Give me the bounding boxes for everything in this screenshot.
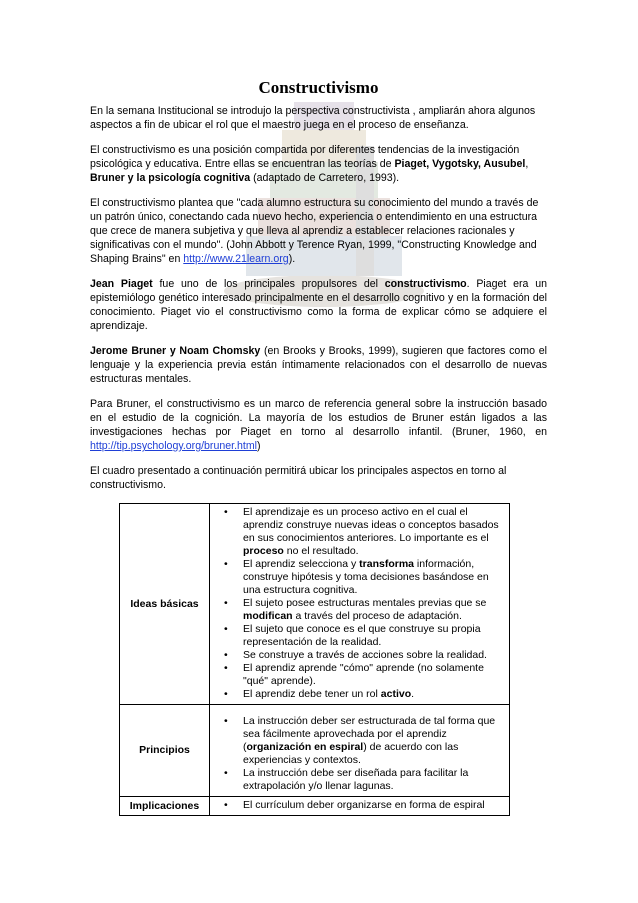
- paragraph-text: fue uno de los principales propulsores del: [152, 278, 385, 290]
- list-item-text: Se construye a través de acciones sobre la realidad.: [243, 649, 487, 661]
- document-body: [90, 78, 547, 503]
- list-item-text: El currículum deber organizarse en forma de espiral: [243, 799, 485, 811]
- list-item: [214, 558, 503, 597]
- list-item-text: El aprendiz selecciona y: [243, 558, 360, 570]
- table-row: [120, 705, 510, 797]
- bullet-list: [214, 799, 503, 812]
- list-item: [214, 597, 503, 623]
- list-item-text: El aprendiz aprende "cómo" aprende (no solamente "qué" aprende).: [243, 662, 484, 687]
- list-item-text: ) de acuerdo con las experiencias y contextos.: [243, 741, 459, 766]
- list-item: [214, 506, 503, 558]
- paragraph-constructivism-position: [90, 143, 547, 185]
- paragraph-text: . Piaget era un epistemiólogo genético interesado principalmente en el desarrollo cognitivo y en la formación del conocimiento. Piaget vio el constructivismo como la forma de explicar cómo se adquiere el aprendizaje.: [90, 278, 548, 332]
- row-header-principios: Principios: [120, 705, 210, 797]
- list-item-text: a través del proceso de adaptación.: [292, 610, 462, 622]
- table-row: [120, 504, 510, 705]
- constructivism-summary-table: [119, 503, 510, 816]
- link-bruner-tip[interactable]: http://tip.psychology.org/bruner.html: [90, 440, 258, 452]
- bold-text: constructivismo: [384, 278, 467, 290]
- list-item: [214, 688, 503, 701]
- bold-text: transforma: [359, 558, 415, 570]
- paragraph-text: En la semana Institucional se introdujo la perspectiva constructivista , ampliarán ahora algunos aspectos a fin de ubicar el rol que el maestro juega en el proceso de enseñanza.: [90, 105, 536, 131]
- row-content-ideas: [210, 504, 510, 705]
- list-item-text: .: [411, 688, 415, 700]
- list-item: [214, 623, 503, 649]
- bullet-list: [214, 506, 503, 701]
- link-21learn[interactable]: http://www.21learn.org: [183, 253, 289, 265]
- row-content-implicaciones: [210, 797, 510, 816]
- bold-text: proceso: [243, 545, 284, 557]
- list-item-text: no el resultado.: [283, 545, 359, 557]
- paragraph-table-intro: [90, 464, 547, 492]
- page-title: Constructivismo: [258, 78, 379, 97]
- list-item: [214, 715, 503, 767]
- bold-text: Piaget, Vygotsky, Ausubel: [394, 158, 526, 170]
- list-item: [214, 767, 503, 793]
- paragraph-text: El cuadro presentado a continuación permitirá ubicar los principales aspectos en torno al constructivismo.: [90, 465, 507, 491]
- paragraph-bruner-framework: [90, 397, 547, 453]
- list-item-text: El aprendizaje es un proceso activo en el cual el aprendiz construye nuevas ideas o conceptos basados en sus conocimientos anteriores. Lo importante es el: [243, 506, 499, 544]
- list-item: [214, 662, 503, 688]
- bold-text: Jerome Bruner y Noam Chomsky: [90, 345, 261, 357]
- paragraph-text: ,: [525, 158, 529, 170]
- row-header-ideas: Ideas básicas: [120, 504, 210, 705]
- list-item-text: La instrucción deber ser estructurada de tal forma que sea fácilmente aprovechada por el aprendiz (: [243, 715, 496, 753]
- list-item-text: El sujeto que conoce es el que construye su propia representación de la realidad.: [243, 623, 481, 648]
- list-item: [214, 649, 503, 662]
- paragraph-text: ).: [288, 253, 296, 265]
- paragraph-text: El constructivismo plantea que "cada alumno estructura su conocimiento del mundo a través de un patrón único, conectando cada nuevo hecho, experiencia o entendimiento en una estructura que crece de manera subjetiva y que lleva al aprendiz a establecer relaciones racionales y significativas con el mundo". (John Abbott y Terence Ryan, 1999, "Constructing Knowledge and Shaping Brains" en: [90, 197, 539, 265]
- paragraph-text: (adaptado de Carretero, 1993).: [250, 172, 400, 184]
- bold-text: organización en espiral: [246, 741, 364, 753]
- list-item-text: El sujeto posee estructuras mentales previas que se: [243, 597, 487, 609]
- cell-spacer: [214, 707, 503, 715]
- paragraph-abbott-quote: [90, 196, 547, 266]
- bullet-list: [214, 715, 503, 793]
- row-content-principios: [210, 705, 510, 797]
- table-row: [120, 797, 510, 816]
- list-item-text: información, construye hipótesis y toma decisiones basándose en una estructura cognitiva.: [243, 558, 489, 596]
- paragraph-piaget: [90, 277, 547, 333]
- bold-text: Bruner y la psicología cognitiva: [90, 172, 251, 184]
- paragraph-text: Para Bruner, el constructivismo es un marco de referencia general sobre la instrucción basado en el estudio de la cognición. La mayoría de los estudios de Bruner están ligados a las investigaciones hechas por Piaget en torno al desarrollo infantil. (Bruner, 1960, en: [90, 398, 547, 438]
- list-item: [214, 799, 503, 812]
- paragraph-intro: [90, 104, 547, 132]
- row-header-implicaciones: Implicaciones: [120, 797, 210, 816]
- paragraph-text: ): [257, 440, 261, 452]
- paragraph-text: (en Brooks y Brooks, 1999), sugieren que factores como el lenguaje y la experiencia previa están íntimamente relacionados con el desarrollo de nuevas estructuras mentales.: [90, 345, 547, 385]
- bold-text: modifican: [243, 610, 293, 622]
- bold-text: activo: [380, 688, 412, 700]
- paragraph-text: El constructivismo es una posición compartida por diferentes tendencias de la investigación psicológica y educativa. Entre ellas se encuentran las teorías de: [90, 144, 520, 170]
- paragraph-bruner-chomsky: [90, 344, 547, 386]
- list-item-text: El aprendiz debe tener un rol: [243, 688, 381, 700]
- list-item-text: La instrucción debe ser diseñada para facilitar la extrapolación y/o llenar lagunas.: [243, 767, 469, 792]
- bold-text: Jean Piaget: [90, 278, 153, 290]
